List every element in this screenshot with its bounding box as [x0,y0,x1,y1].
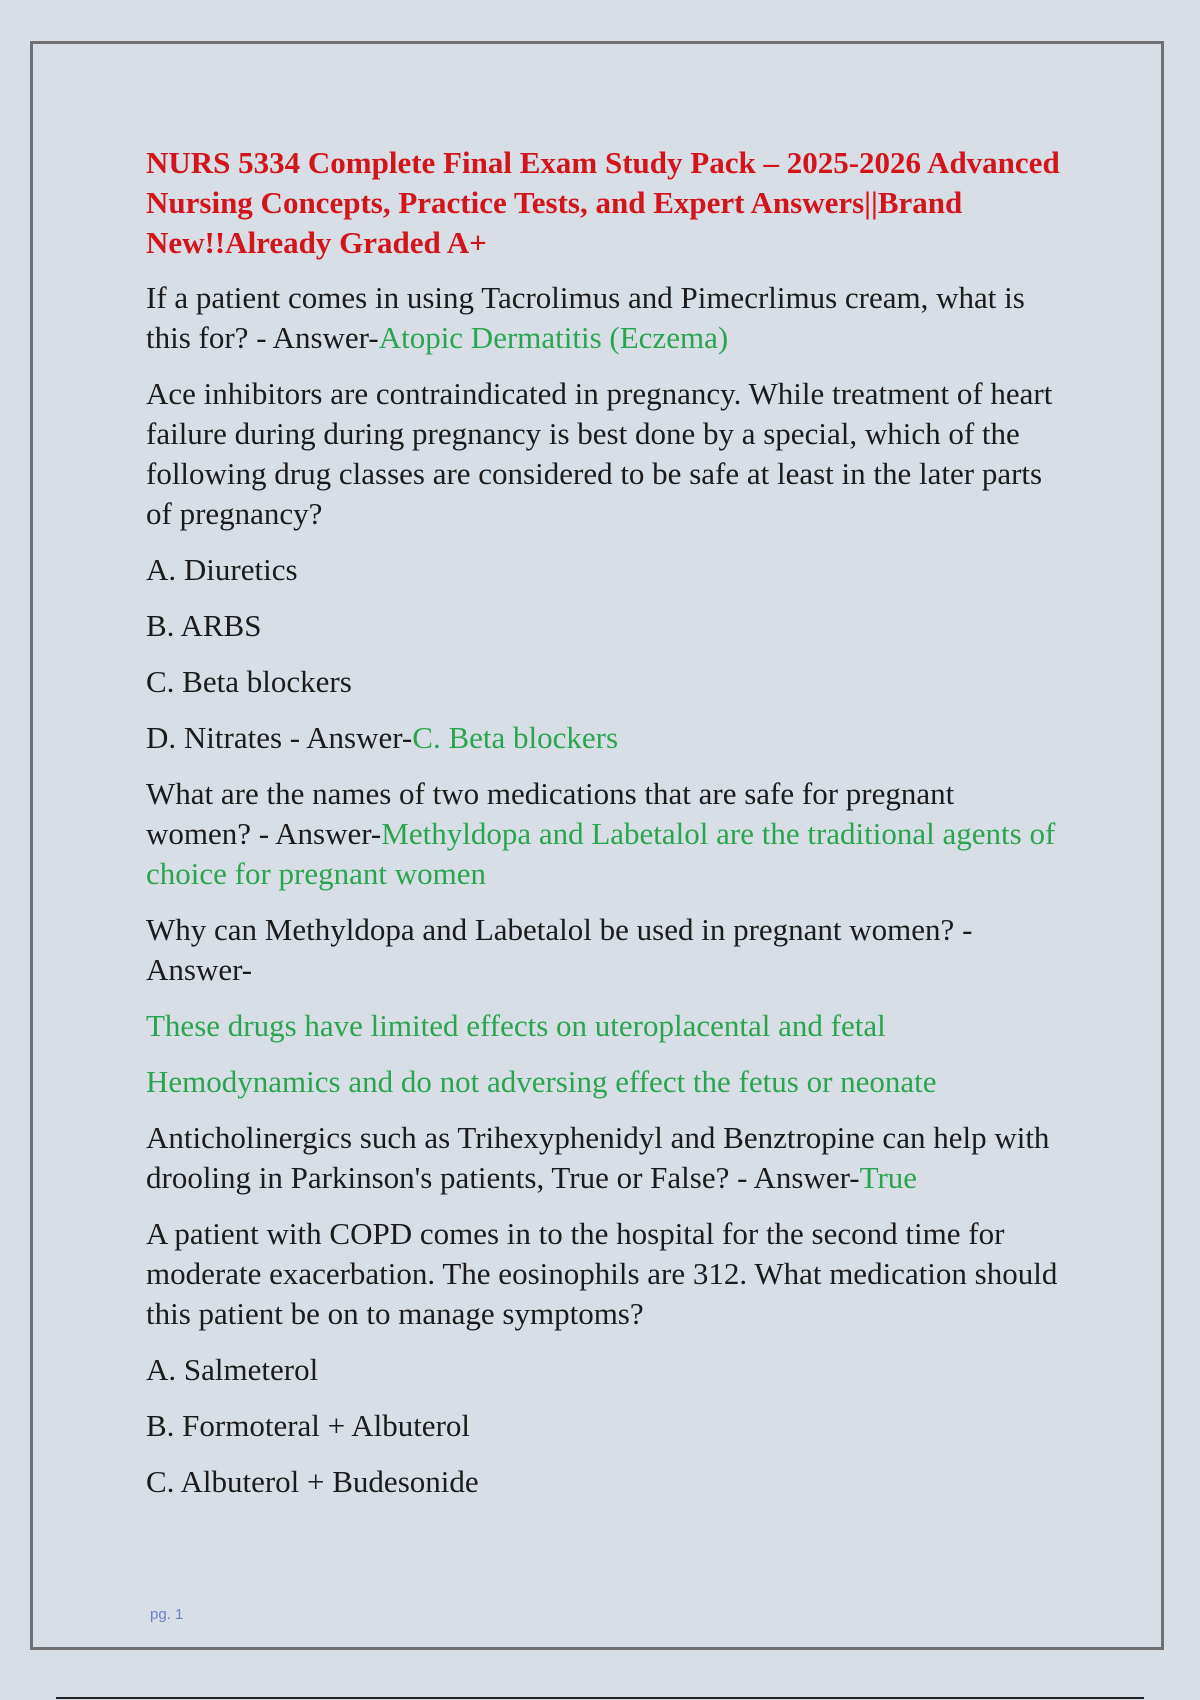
question-3 [146,774,1066,894]
question-3-text: What are the names of two medications that are safe for pregnant women? - Answer- [146,776,955,851]
question-1 [146,278,1066,358]
question-2-option-a: A. Diuretics [146,552,298,587]
question-5-answer: True [859,1160,918,1195]
question-6-option-a: A. Salmeterol [146,1352,319,1387]
question-4-answer-line-2: Hemodynamics and do not adversing effect the fetus or neonate [146,1064,937,1099]
bottom-divider [56,1697,1144,1699]
document-body [146,143,1066,1518]
question-5-text: Anticholinergics such as Trihexyphenidyl and Benztropine can help with drooling in Parkinson's patients, True or False? - Answer- [146,1120,1050,1195]
question-2-option-d-text: D. Nitrates - Answer- [146,720,413,755]
question-2-option-d [146,718,1066,758]
question-4: Why can Methyldopa and Labetalol be used in pregnant women? - Answer- [146,912,973,987]
question-2-option-b: B. ARBS [146,608,262,643]
question-3-answer: Methyldopa and Labetalol are the traditional agents of choice for pregnant women [146,816,1056,891]
question-6: A patient with COPD comes in to the hospital for the second time for moderate exacerbation. The eosinophils are 312. What medication should this patient be on to manage symptoms? [146,1216,1058,1331]
question-4-answer-line-1: These drugs have limited effects on uteroplacental and fetal [146,1008,886,1043]
question-2-option-c: C. Beta blockers [146,664,352,699]
question-5 [146,1118,1066,1198]
question-1-answer: Atopic Dermatitis (Eczema) [378,320,729,355]
question-6-option-c: C. Albuterol + Budesonide [146,1464,479,1499]
question-2: Ace inhibitors are contraindicated in pregnancy. While treatment of heart failure during during pregnancy is best done by a special, which of the following drug classes are considered to be safe at least in the later parts of pregnancy? [146,376,1053,531]
question-6-option-b: B. Formoteral + Albuterol [146,1408,471,1443]
question-2-answer: C. Beta blockers [412,720,619,755]
question-1-text: If a patient comes in using Tacrolimus and Pimecrlimus cream, what is this for? - Answer- [146,280,1025,355]
page-number: pg. 1 [150,1606,184,1623]
document-title: NURS 5334 Complete Final Exam Study Pack – 2025-2026 Advanced Nursing Concepts, Practice Tests, and Expert Answers||Brand New!!Already Graded A+ [146,145,1060,260]
